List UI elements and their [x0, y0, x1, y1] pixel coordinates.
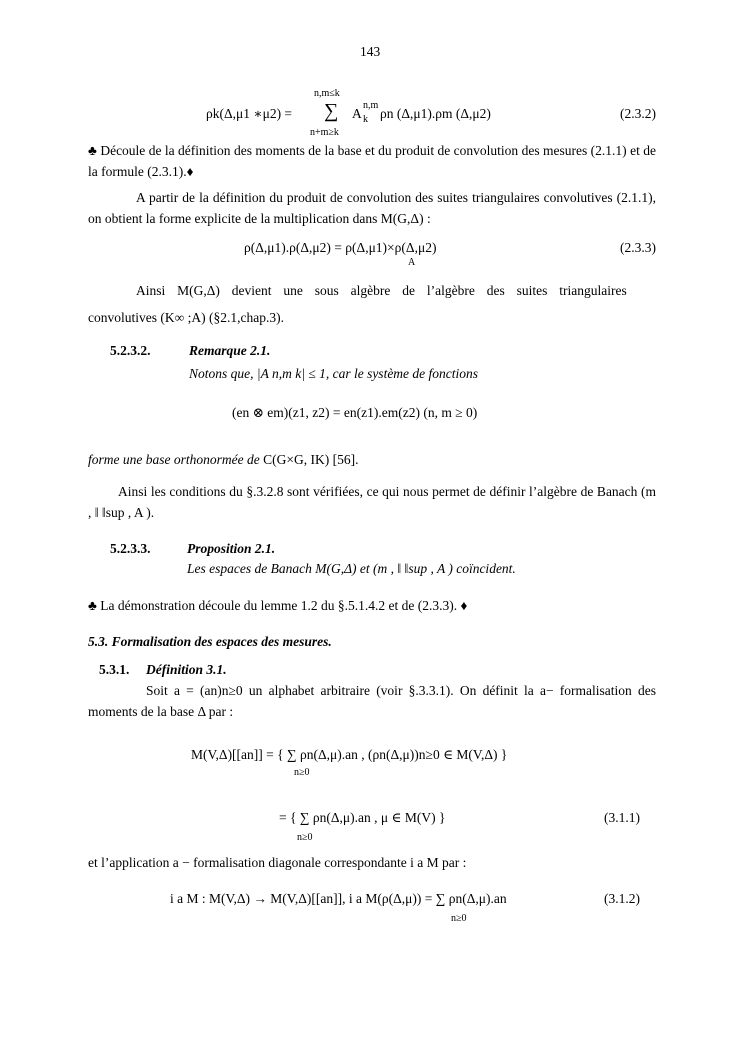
- remark-tail-text: C(G×G, IK) [56].: [263, 452, 359, 467]
- remark-line: Notons que, |A n,m k| ≤ 1, car le système de fonctions: [189, 366, 479, 381]
- eq-311-idx1: n≥0: [294, 767, 310, 778]
- eq-311-line2: = { ∑ ρn(Δ,μ).an , μ ∈ M(V) }: [279, 810, 446, 825]
- paragraph-5: ♣ La démonstration découle du lemme 1.2 du §.5.1.4.2 et de (2.3.3). ♦: [88, 598, 468, 613]
- eq-311-idx2: n≥0: [297, 832, 313, 843]
- page-number: 143: [360, 44, 381, 59]
- paragraph-7: et l’application a − formalisation diagonale correspondante i a M par :: [88, 855, 467, 870]
- eq-rhs-tail: ρn (Δ,μ1).ρm (Δ,μ2): [380, 106, 491, 121]
- eq-311-line1: M(V,Δ)[[an]] = { ∑ ρn(Δ,μ).an , (ρn(Δ,μ))n≥0 ∈ M(V,Δ) }: [191, 747, 508, 762]
- proposition-title: Proposition 2.1.: [187, 541, 276, 556]
- eq-lhs: ρk(Δ,μ1 ∗μ2) =: [206, 106, 293, 121]
- eq-tag: (2.3.2): [620, 106, 656, 121]
- eq-coef-sub: k: [363, 114, 368, 125]
- definition-title: Définition 3.1.: [146, 662, 227, 677]
- paragraph-3a: Ainsi M(G,Δ) devient une sous algèbre de l’algèbre des suites triangulaires: [136, 283, 627, 298]
- remark-number: 5.2.3.2.: [110, 343, 151, 358]
- eq-312-tag: (3.1.2): [604, 891, 640, 906]
- eq-sum-sign: ∑: [324, 100, 339, 122]
- eq-sum-bottom: n+m≥k: [310, 127, 339, 138]
- eq-233-body: ρ(Δ,μ1).ρ(Δ,μ2) = ρ(Δ,μ1)×ρ(Δ,μ2): [244, 240, 437, 255]
- eq-sum-top: n,m≤k: [314, 88, 340, 99]
- eq-233-tag: (2.3.3): [620, 240, 656, 255]
- remark-tail: [88, 452, 358, 468]
- remark-title: Remarque 2.1.: [189, 343, 271, 358]
- proposition-text: Les espaces de Banach M(G,Δ) et (m , ‖ ‖sup , A ) coïncident.: [187, 561, 516, 576]
- eq-312-body: i a M : M(V,Δ) → M(V,Δ)[[an]], i a M(ρ(Δ,μ)) = ∑ ρn(Δ,μ).an: [170, 891, 507, 906]
- eq-311-tag: (3.1.1): [604, 810, 640, 825]
- section-title: 5.3. Formalisation des espaces des mesures.: [88, 634, 332, 649]
- paragraph-3b: convolutives (K∞ ;A) (§2.1,chap.3).: [88, 310, 284, 325]
- definition-number: 5.3.1.: [99, 662, 130, 677]
- paragraph-1: ♣ Découle de la définition des moments de la base et du produit de convolution des mesures (2.1.1) et de la formule (2.3.1).♦: [88, 143, 656, 179]
- proposition-number: 5.2.3.3.: [110, 541, 151, 556]
- eq-312-idx: n≥0: [451, 913, 467, 924]
- paragraph-6: Soit a = (an)n≥0 un alphabet arbitraire (voir §.3.3.1). On définit la a− formalisation des moments de la base Δ par :: [88, 683, 656, 719]
- remark-tail-italic: forme une base orthonormée de: [88, 452, 260, 467]
- eq-coef: A: [352, 106, 362, 121]
- paragraph-4: Ainsi les conditions du §.3.2.8 sont vérifiées, ce qui nous permet de définir l’algèbre de Banach (m , ‖ ‖sup , A ).: [88, 484, 656, 520]
- eq-233-sub: A: [408, 257, 416, 268]
- remark-equation: (en ⊗ em)(z1, z2) = en(z1).em(z2) (n, m ≥ 0): [232, 405, 478, 420]
- paragraph-2: A partir de la définition du produit de convolution des suites triangulaires convolutives (2.1.1), on obtient la forme explicite de la multiplication dans M(G,Δ) :: [88, 190, 656, 226]
- eq-coef-sup: n,m: [363, 100, 379, 111]
